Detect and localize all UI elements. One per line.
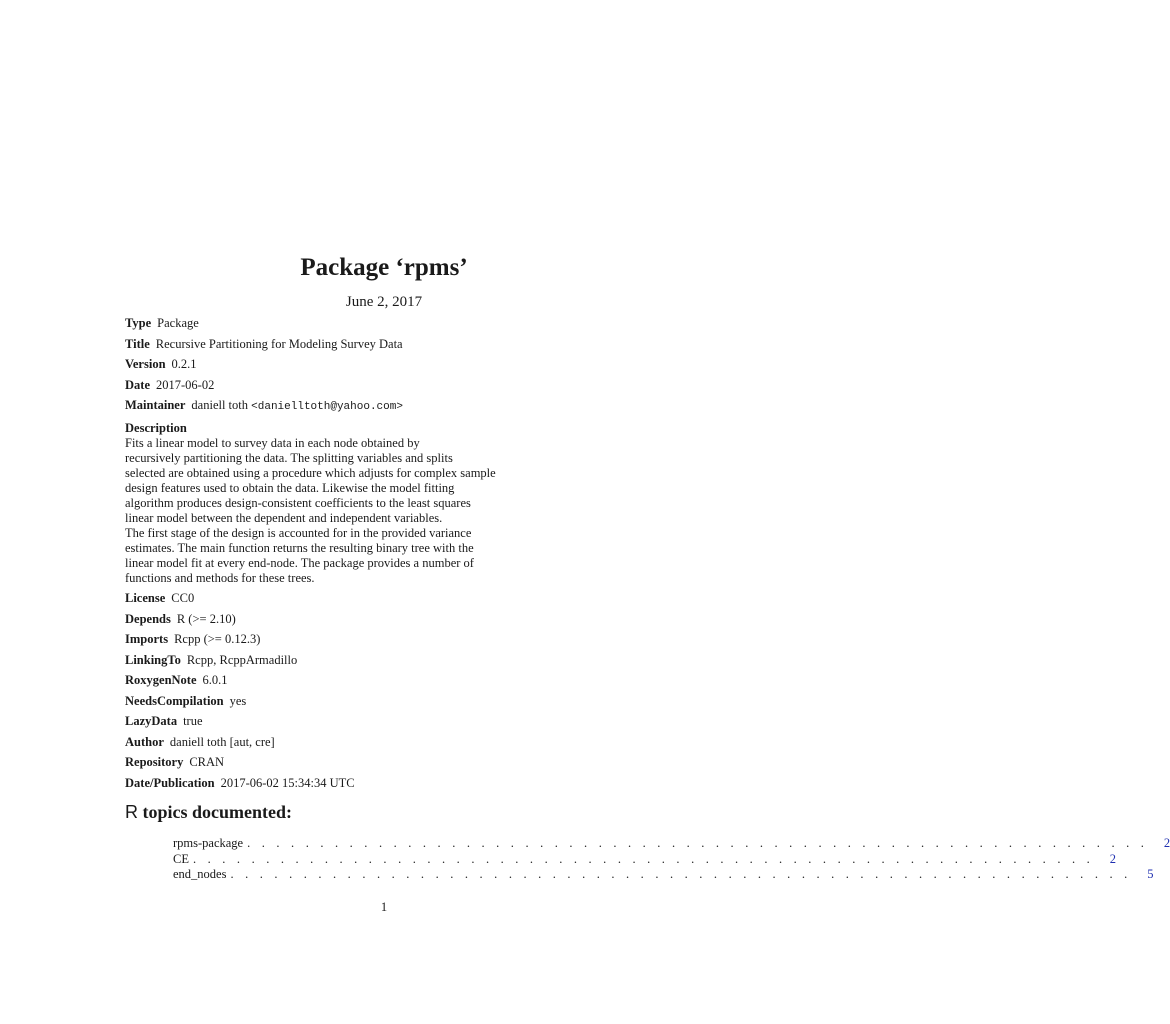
field-key: Maintainer	[125, 398, 186, 412]
field-value: 0.2.1	[171, 357, 197, 371]
field-depends	[125, 612, 645, 627]
field-value: true	[183, 714, 203, 728]
description-line: Fits a linear model to survey data in each node obtained by	[125, 435, 420, 450]
field-key: Type	[125, 316, 152, 330]
field-version	[125, 357, 645, 372]
field-key: LinkingTo	[125, 652, 181, 667]
description-line: recursively partitioning the data. The splitting variables and splits	[125, 450, 453, 465]
field-key: Author	[125, 734, 164, 749]
field-publication	[125, 776, 645, 791]
field-value: R (>= 2.10)	[176, 611, 236, 626]
toc-leader-dots: . . . . . . . . . . . . . . . . . . . . . . . . . . . . . . . . . . . . . . . . . . . . . . . . . . . . . . . . . . . . . .	[247, 836, 1149, 850]
toc-entry[interactable]	[173, 867, 1154, 883]
toc-entry-name[interactable]: end_nodes	[173, 867, 227, 881]
description-line: algorithm produces design-consistent coefficients to the least squares	[125, 495, 471, 510]
page-title: Package ‘rpms’	[300, 254, 468, 281]
field-key: Date	[125, 377, 150, 392]
description-line: linear model between the dependent and independent variables.	[125, 510, 443, 525]
field-key: Repository	[125, 755, 184, 769]
description-line: design features used to obtain the data. Likewise the model fitting	[125, 480, 455, 495]
table-of-contents	[173, 836, 1170, 883]
description-line: selected are obtained using a procedure which adjusts for complex sample	[125, 465, 496, 480]
field-value: 2017-06-02	[156, 377, 215, 392]
toc-heading-r: R	[125, 802, 138, 822]
toc-entry-name[interactable]: rpms-package	[173, 836, 244, 850]
field-lazydata	[125, 714, 645, 729]
maintainer-email: <danielltoth@yahoo.com>	[251, 401, 403, 413]
page-number: 1	[380, 900, 388, 914]
field-value: Rcpp (>= 0.12.3)	[174, 632, 261, 646]
field-maintainer	[125, 398, 645, 415]
field-value: yes	[229, 693, 247, 708]
field-key: Imports	[125, 632, 169, 646]
field-key: RoxygenNote	[125, 673, 197, 687]
field-key: Version	[125, 357, 166, 371]
toc-page-link[interactable]: 2	[1109, 851, 1116, 866]
field-key: LazyData	[125, 714, 178, 728]
field-value: CC0	[171, 591, 195, 605]
field-date	[125, 378, 645, 393]
field-key: Title	[125, 336, 150, 351]
field-type	[125, 316, 645, 331]
field-license	[125, 591, 645, 606]
field-key: Date/Publication	[125, 775, 215, 790]
field-value: 2017-06-02 15:34:34 UTC	[220, 775, 355, 790]
description-line: The first stage of the design is accounted for in the provided variance	[125, 525, 472, 540]
toc-entry-name[interactable]: CE	[173, 851, 189, 866]
description-fields	[125, 316, 645, 796]
field-key: License	[125, 591, 166, 605]
toc-leader-dots: . . . . . . . . . . . . . . . . . . . . . . . . . . . . . . . . . . . . . . . . . . . . . . . . . . . . . . . . . . . . . .	[192, 851, 1094, 866]
field-key: Depends	[125, 611, 171, 626]
description-line: functions and methods for these trees.	[125, 570, 315, 585]
toc-entry[interactable]	[173, 836, 1170, 852]
field-needscompilation	[125, 694, 645, 709]
toc-entry[interactable]	[173, 851, 1116, 868]
description-line: linear model fit at every end-node. The package provides a number of	[125, 555, 474, 570]
field-imports	[125, 632, 645, 647]
field-repository	[125, 755, 645, 770]
field-description	[125, 421, 645, 586]
maintainer-name: daniell toth	[191, 398, 249, 412]
field-linkingto	[125, 653, 645, 668]
field-key: Description	[125, 420, 187, 435]
toc-page-link[interactable]: 5	[1147, 867, 1154, 881]
field-title	[125, 337, 645, 352]
field-value: CRAN	[189, 755, 225, 769]
toc-heading	[125, 800, 292, 824]
field-key: NeedsCompilation	[125, 693, 224, 708]
toc-page-link[interactable]: 2	[1163, 836, 1170, 850]
toc-heading-text: topics documented:	[138, 802, 292, 822]
field-author	[125, 735, 645, 750]
field-value: daniell toth [aut, cre]	[169, 734, 275, 749]
field-value: Recursive Partitioning for Modeling Survey Data	[155, 336, 403, 351]
toc-leader-dots: . . . . . . . . . . . . . . . . . . . . . . . . . . . . . . . . . . . . . . . . . . . . . . . . . . . . . . . . . . . . . .	[230, 867, 1132, 881]
field-value: Rcpp, RcppArmadillo	[186, 652, 298, 667]
field-roxygennote	[125, 673, 645, 688]
field-value: 6.0.1	[202, 673, 228, 687]
description-line: estimates. The main function returns the resulting binary tree with the	[125, 540, 474, 555]
page-date: June 2, 2017	[345, 294, 423, 310]
field-value: Package	[157, 316, 199, 330]
